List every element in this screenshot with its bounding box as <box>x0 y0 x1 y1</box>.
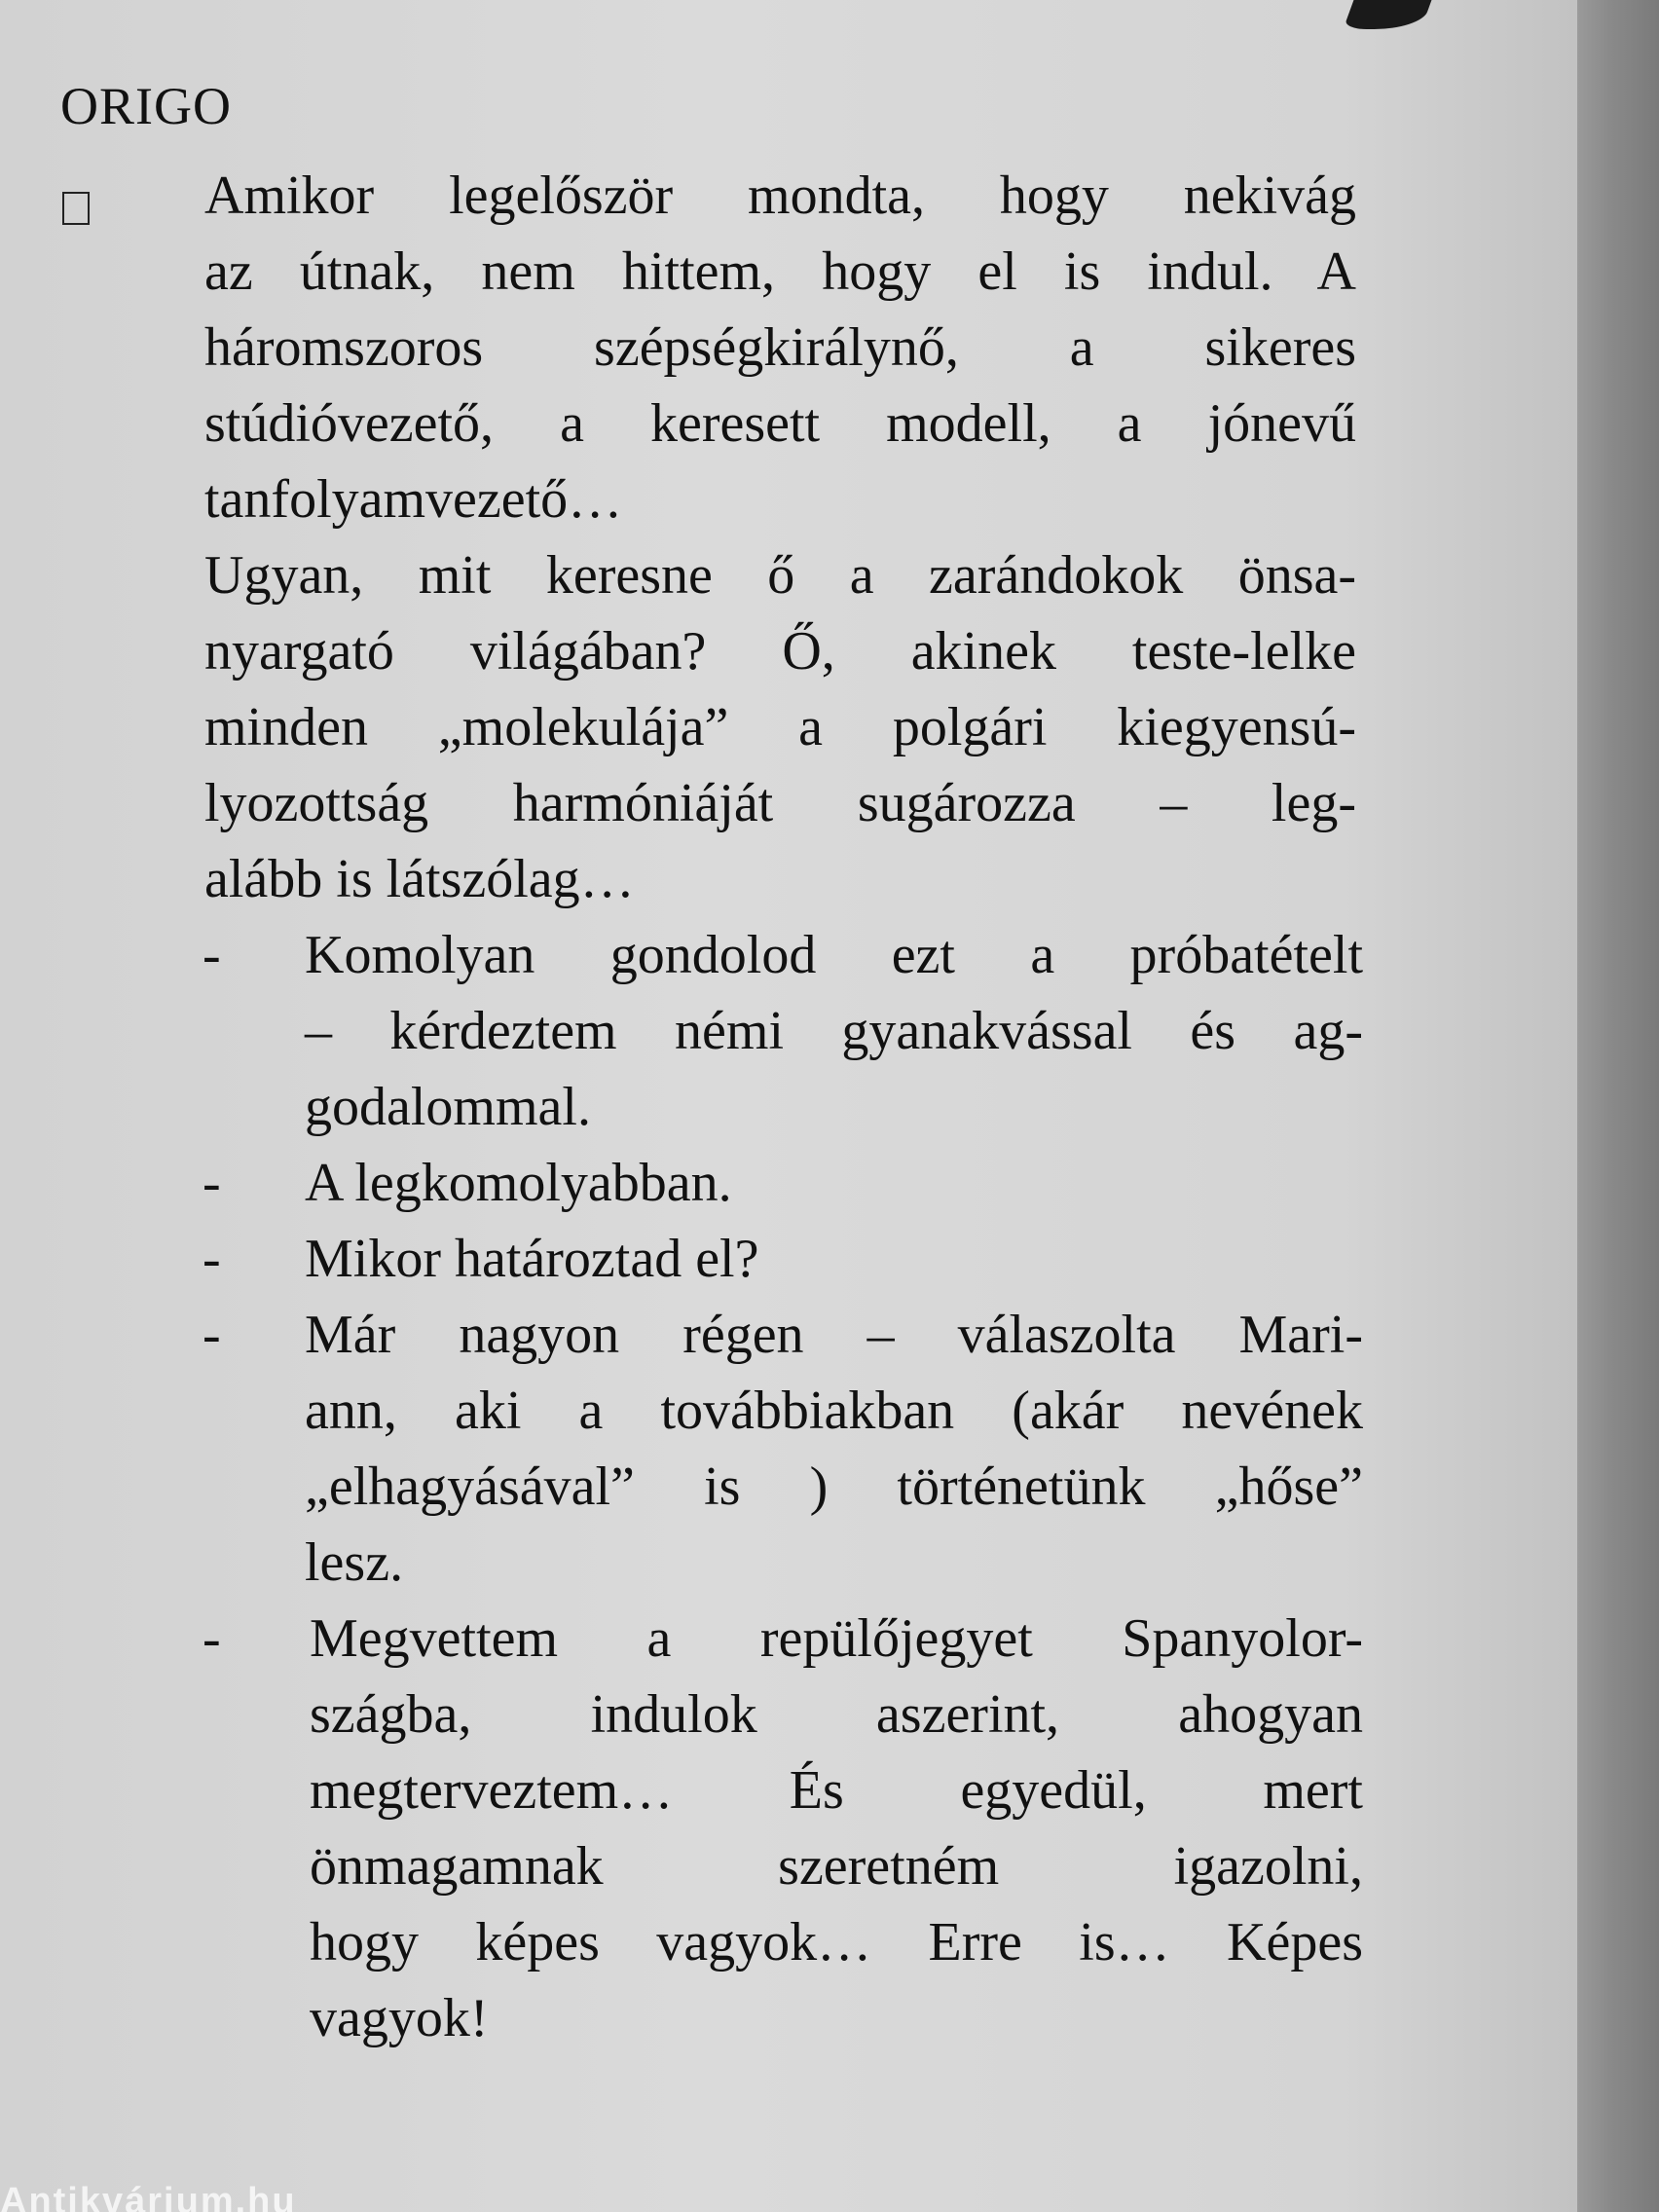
text-line: tanfolyamvezető… <box>204 469 623 530</box>
dialogue-line-block <box>305 1145 1363 1221</box>
text-line: godalommal. <box>305 1077 591 1137</box>
dialogue-dash: - <box>203 1608 221 1669</box>
text-line: Már nagyon régen – válaszolta Mari- <box>305 1305 1363 1365</box>
page-header: ORIGO <box>60 77 232 135</box>
text-line: Mikor határoztad el? <box>305 1229 759 1289</box>
dialogue-line-block <box>305 917 1363 1145</box>
dialogue-line-block <box>305 1221 1363 1297</box>
intro-paragraph <box>204 158 1356 917</box>
text-line: Ugyan, mit keresne ő a zarándokok önsa- <box>204 545 1356 606</box>
text-line: szágba, indulok aszerint, ahogyan <box>310 1684 1363 1745</box>
text-line: Amikor legelőször mondta, hogy nekivág <box>204 166 1356 226</box>
watermark: Antikvárium.hu <box>0 2181 297 2212</box>
text-line: hogy képes vagyok… Erre is… Képes <box>310 1912 1363 1972</box>
text-line: megterveztem… És egyedül, mert <box>310 1760 1363 1821</box>
text-line: Megvettem a repülőjegyet Spanyolor- <box>310 1608 1363 1669</box>
text-line: lyozottság harmóniáját sugározza – leg- <box>204 773 1356 833</box>
dialogue-dash: - <box>203 1229 221 1289</box>
dialogue-line-block <box>310 1601 1363 2056</box>
text-line: – kérdeztem némi gyanakvással és ag- <box>305 1001 1363 1061</box>
dialogue-dash: - <box>203 925 221 985</box>
text-line: stúdióvezető, a keresett modell, a jónevű <box>204 393 1356 454</box>
text-line: alább is látszólag… <box>204 849 635 909</box>
next-page-edge <box>1577 0 1659 2212</box>
dialogue-line-block <box>305 1297 1363 1601</box>
ink-mark <box>1344 0 1432 29</box>
text-line: önmagamnak szeretném igazolni, <box>310 1836 1363 1897</box>
dialogue-dash: - <box>203 1153 221 1213</box>
text-line: Komolyan gondolod ezt a próbatételt <box>305 925 1363 985</box>
text-line: lesz. <box>305 1532 404 1593</box>
text-line: ann, aki a továbbiakban (akár nevének <box>305 1381 1363 1441</box>
text-line: nyargató világában? Ő, akinek teste-lelke <box>204 621 1356 682</box>
text-line: A legkomolyabban. <box>305 1153 732 1213</box>
text-line: „elhagyásával” is ) történetünk „hőse” <box>305 1456 1363 1517</box>
checkbox-marker <box>62 192 90 225</box>
text-line: minden „molekulája” a polgári kiegyensú- <box>204 697 1356 757</box>
text-line: az útnak, nem hittem, hogy el is indul. A <box>204 241 1356 302</box>
dialogue-dash: - <box>203 1305 221 1365</box>
text-line: vagyok! <box>310 1988 489 2048</box>
text-line: háromszoros szépségkirálynő, a sikeres <box>204 317 1356 378</box>
